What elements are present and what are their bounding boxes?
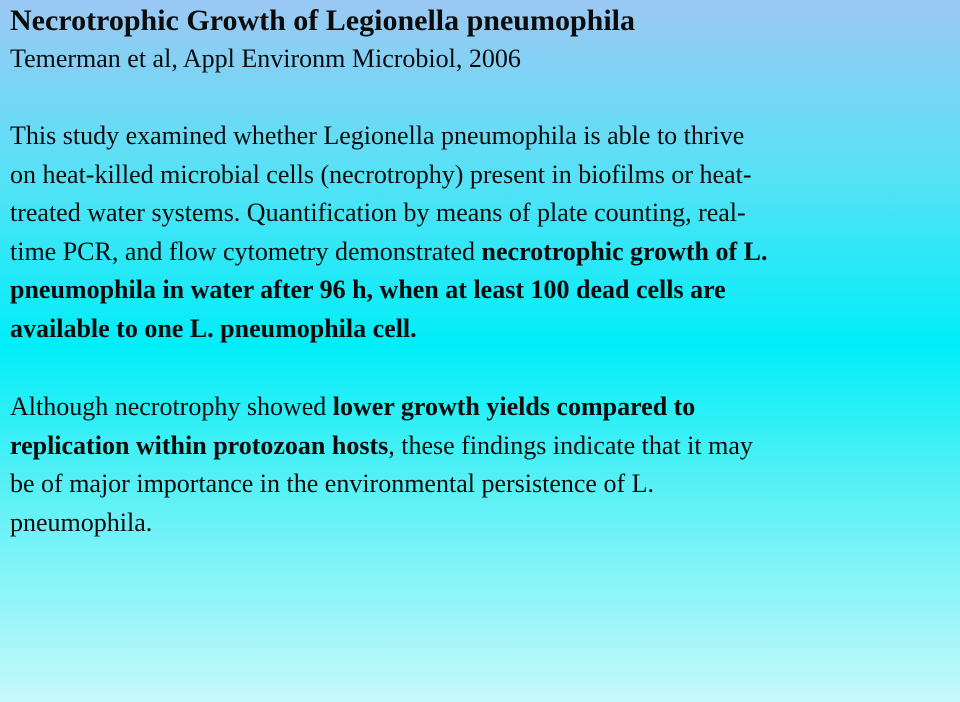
text-line: [10, 271, 768, 310]
paragraph-conclusion: [10, 388, 753, 542]
text-run: Although necrotrophy showed: [10, 392, 333, 421]
text-run: be of major importance in the environmental persistence of L.: [10, 469, 654, 498]
text-line: [10, 504, 753, 543]
text-run: on heat-killed microbial cells (necrotrophy) present in biofilms or heat-: [10, 159, 752, 189]
bold-text-run: replication within protozoan hosts: [10, 430, 389, 460]
text-line: [10, 465, 753, 504]
paragraph-study-summary: [10, 117, 768, 348]
text-line: [10, 156, 768, 195]
text-run: pneumophila.: [10, 507, 153, 537]
slide-title: Necrotrophic Growth of Legionella pneumophila: [10, 4, 636, 37]
bold-text-run: available to one L. pneumophila cell.: [10, 313, 417, 343]
text-line: [10, 117, 768, 156]
text-line: [10, 194, 768, 233]
bold-text-run: lower growth yields compared to: [332, 392, 696, 421]
citation: Temerman et al, Appl Environm Microbiol, 2006: [10, 44, 521, 73]
text-line: [10, 310, 768, 349]
text-line: [10, 427, 753, 466]
text-run: This study examined whether Legionella pneumophila is able to thrive: [10, 121, 745, 150]
bold-text-run: pneumophila in water after 96 h, when at least 100 dead cells are: [10, 275, 726, 304]
text-run: , these findings indicate that it may: [388, 430, 753, 460]
text-line: [10, 233, 768, 272]
text-line: [10, 388, 753, 427]
text-run: treated water systems. Quantification by means of plate counting, real-: [10, 198, 746, 227]
bold-text-run: necrotrophic growth of L.: [481, 236, 768, 266]
text-run: time PCR, and flow cytometry demonstrated: [10, 236, 482, 266]
